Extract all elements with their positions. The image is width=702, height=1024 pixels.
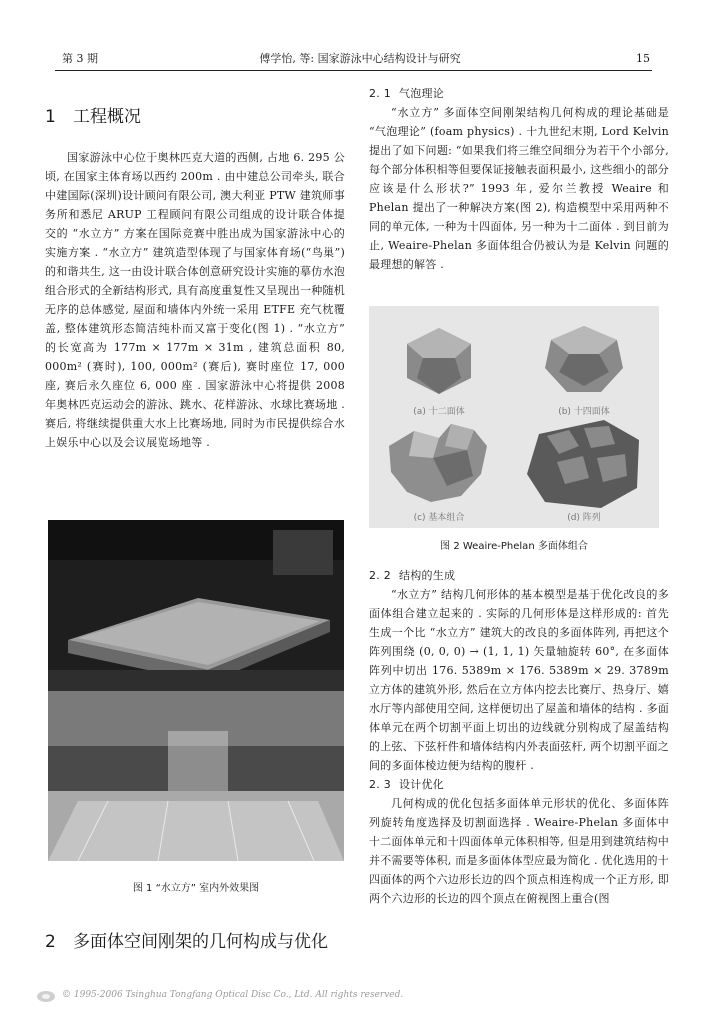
paragraph-generation: “水立方” 结构几何形体的基本模型是基于优化改良的多面体组合建立起来的 . 实际的几何形体是这样形成的: 首先生成一个比 “水立方” 建筑大的改良的多面体阵列, 再把这个阵列围绕 (0, 0, 0) → (1, 1, 1) 矢量轴旋转 60°, 在多面体阵列中切出 176. 5389m × 176. 5389m × 29. 3789m 立方体的建筑外形, 然后在立方体内挖去比赛厅、热身厅、嬉水厅等内部使用空间, 这样便切出了屋盖和墙体的结构 . 多面体单元在两个切割平面上切出的边线就分别构成了屋盖结构的上弦、下弦杆件和墙体结构内外表面弦杆, 两个切割平面之间的多面体棱边便为结构的腹杆 . bbox=[369, 588, 669, 772]
figure-1-caption: 图 1 “水立方” 室内外效果图 bbox=[132, 883, 260, 894]
weaire-phelan-illustration bbox=[369, 306, 659, 528]
running-title: 傅学怡, 等: 国家游泳中心结构设计与研究 bbox=[259, 52, 461, 65]
paragraph-optimization: 几何构成的优化包括多面体单元形状的优化、多面体阵列旋转角度选择及切割面选择 . Weaire-Phelan 多面体中十二面体单元和十四面体单元体积相等, 但是用到建筑结构中并不需要等体积, 而是多面体体型应最为简化 . 优化选用的十四面体的两个六边形长边的四个顶点相连构成一个正方形, 即两个六边形的长边的四个顶点在俯视图上重合(图 bbox=[369, 797, 669, 905]
figure-2-caption: 图 2 Weaire-Phelan 多面体组合 bbox=[440, 541, 588, 552]
section-title: 多面体空间刚架的几何构成与优化 bbox=[73, 932, 328, 952]
section-1-heading bbox=[45, 106, 141, 128]
copyright-footer: © 1995-2006 Tsinghua Tongfang Optical Disc Co., Ltd. All rights reserved. bbox=[62, 990, 404, 1000]
section-number: 1 bbox=[45, 107, 56, 127]
right-column-bottom bbox=[369, 566, 669, 908]
interior-pool-render bbox=[48, 691, 344, 861]
exterior-photo bbox=[48, 520, 344, 691]
subsection-number: 2. 2 bbox=[369, 569, 391, 582]
left-column-text bbox=[45, 148, 345, 452]
sub-label-a: (a) 十二面体 bbox=[413, 407, 465, 417]
subsection-2-1-heading bbox=[369, 84, 669, 103]
section-2-heading bbox=[45, 931, 328, 953]
subsection-title: 气泡理论 bbox=[399, 87, 444, 100]
array-shape bbox=[527, 420, 639, 508]
journal-issue: 第 3 期 bbox=[62, 52, 98, 65]
subsection-number: 2. 3 bbox=[369, 778, 391, 791]
publisher-logo-icon bbox=[36, 988, 56, 1001]
paragraph-foam-theory: “水立方” 多面体空间刚架结构几何构成的理论基础是 “气泡理论” (foam physics) . 十九世纪末期, Lord Kelvin 提出了如下问题: “如果我们将三维空间细分为若干个小部分, 每个部分体积相等但要保证接触表面积最小, 这些细小的部分应该是什么形状?” 1993 年, 爱尔兰教授 Weaire 和 Phelan 提出了一种解决方案(图 2), 构造模型中采用两种不同的单元体, 一种为十四面体, 另一种为十二面体 . 到目前为止, Weaire-Phelan 多面体组合仍被认为是 Kelvin 问题的最理想的解答 . bbox=[369, 106, 669, 271]
paragraph-overview: 国家游泳中心位于奥林匹克大道的西侧, 占地 6. 295 公顷, 在国家主体育场以西约 200m . 由中建总公司牵头, 联合中建国际(深圳)设计顾问有限公司, 澳大利亚 PTW 建筑师事务所和悉尼 ARUP 工程顾问有限公司组成的设计联合体提交的 “水立方” 方案在国际竞赛中胜出成为国家游泳中心的实施方案 . “水立方” 建筑造型体现了与国家体育场(“鸟巢”) 的和谐共生, 这一由设计联合体创意研究设计实施的摹仿水泡组合形式的全新结构形式, 具有高度重复性又呈现出一种随机无序的总体感觉, 屋面和墙体内外统一采用 ETFE 充气枕覆盖, 整体建筑形态简洁纯朴而又富于变化(图 1) . “水立方” 的长宽高为 177m × 177m × 31m , 建筑总面积 80, 000m² (赛时), 100, 000m² (赛后), 赛时座位 17, 000 座, 赛后永久座位 6, 000 座 . 国家游泳中心将提供 2008 年奥林匹克运动会的游泳、跳水、花样游泳、水球比赛场地 . 赛后, 将继续提供重大水上比赛场地, 同时为市民提供综合水上娱乐中心以及会议展览场地等 . bbox=[45, 151, 345, 449]
interior-photo bbox=[48, 691, 344, 861]
subsection-number: 2. 1 bbox=[369, 87, 391, 100]
header-rule bbox=[55, 70, 652, 71]
sub-label-d: (d) 阵列 bbox=[567, 513, 601, 523]
subsection-2-2-heading bbox=[369, 566, 669, 585]
figure-2 bbox=[369, 306, 659, 528]
right-column-top bbox=[369, 84, 669, 274]
subsection-2-3-heading bbox=[369, 775, 669, 794]
page-number: 15 bbox=[636, 52, 650, 65]
section-number: 2 bbox=[45, 932, 56, 952]
subsection-title: 设计优化 bbox=[399, 778, 444, 791]
sub-label-c: (c) 基本组合 bbox=[413, 513, 465, 523]
sub-label-b: (b) 十四面体 bbox=[558, 407, 610, 417]
section-title: 工程概况 bbox=[73, 107, 141, 127]
exterior-night-render bbox=[48, 520, 344, 691]
subsection-title: 结构的生成 bbox=[399, 569, 456, 582]
